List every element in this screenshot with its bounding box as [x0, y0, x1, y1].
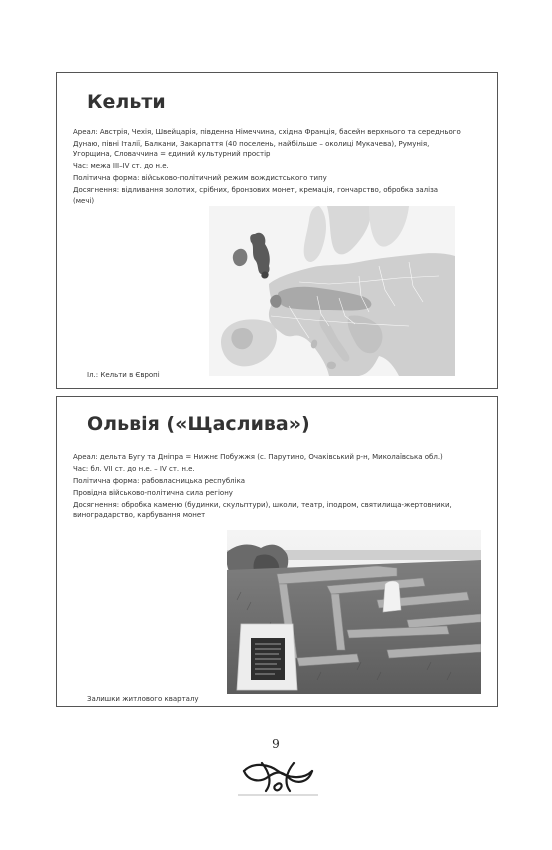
body-line: Час: бл. VII ст. до н.е. – IV ст. н.е. — [73, 464, 195, 473]
page-number: 9 — [272, 737, 280, 751]
body-line: Досягнення: відливання золотих, срібних, бронзових монет, кремація, гончарство, обробка заліза — [73, 186, 439, 195]
body-line: Політична форма: рабовласницька республіка — [73, 476, 246, 485]
map-caption: Іл.: Кельти в Європі — [87, 371, 160, 379]
slide-celts — [56, 72, 498, 389]
body-line: Угорщина, Словаччина = єдиний культурний простір — [73, 150, 271, 159]
body-line: (мечі) — [73, 196, 95, 205]
ruins-photo — [227, 530, 481, 694]
slide-title: Ольвія («Щаслива») — [87, 413, 310, 435]
slide-body — [73, 127, 487, 207]
decorative-ornament — [236, 757, 320, 797]
body-line: Ареал: Австрія, Чехія, Швейцарія, південна Німеччина, східна Франція, басейн верхнього та середнього — [73, 128, 461, 136]
slide-body — [73, 452, 487, 522]
body-line: Час: межа III–IV ст. до н.е. — [73, 162, 169, 171]
body-line: Дунаю, півні Італії, Балкани, Закарпаття (40 поселень, найбільше – околиці Мукачева), Румунія, — [73, 139, 430, 148]
body-line: Політична форма: військово-політичний режим вождистського типу — [73, 174, 327, 183]
body-line: виноградарство, карбування монет — [73, 511, 206, 520]
slide-title: Кельти — [87, 91, 166, 113]
body-line: Ареал: дельта Бугу та Дніпра = Нижнє Побужжя (с. Парутино, Очаківський р-н, Миколаївська обл.) — [73, 453, 443, 461]
body-line: Досягнення: обробка каменю (будинки, скульптури), школи, театр, іподром, святилища-жертовники, — [73, 500, 452, 509]
europe-map — [209, 206, 455, 376]
body-line: Провідна військово-політична сила регіону — [73, 488, 233, 497]
photo-caption: Залишки житлового кварталу — [87, 695, 199, 703]
slide-olbia — [56, 396, 498, 707]
